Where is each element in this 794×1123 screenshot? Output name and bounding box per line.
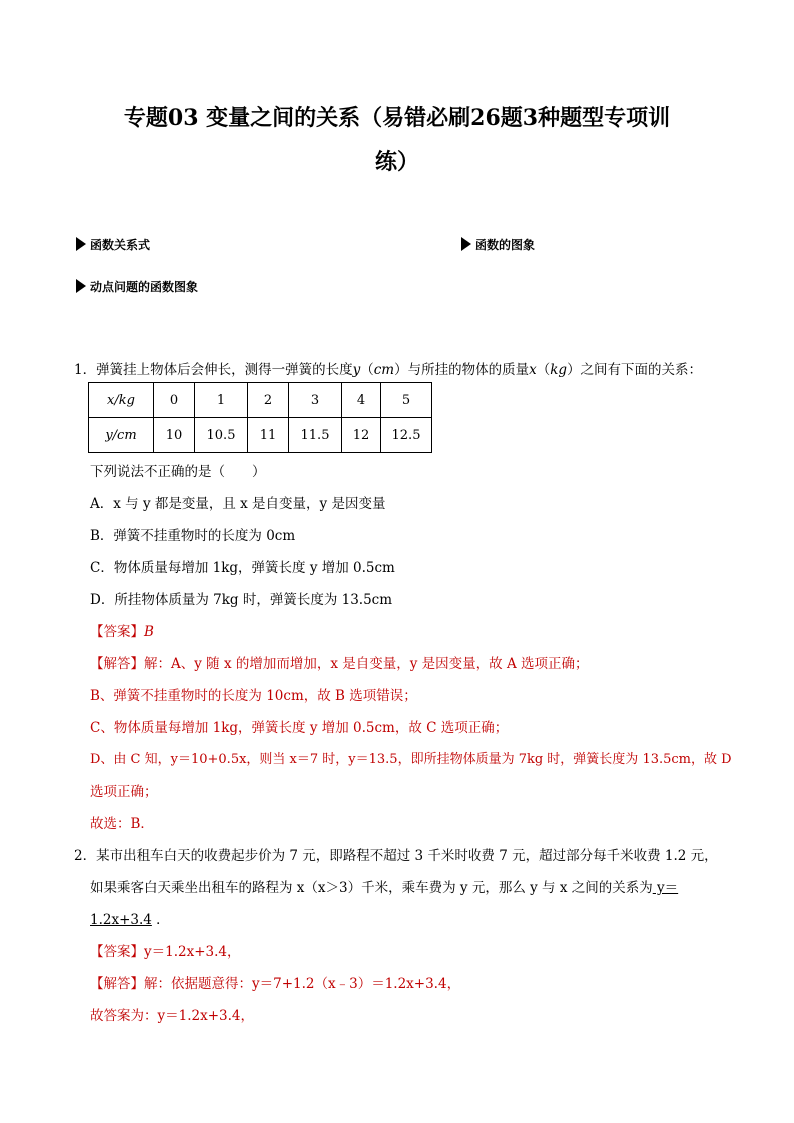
table-cell: x/kg	[89, 383, 154, 418]
q1-option-b: B．弹簧不挂重物时的长度为 0cm	[90, 528, 296, 544]
answer-tag: 【答案】	[90, 944, 144, 960]
table-row	[89, 418, 432, 453]
category-function-graph	[461, 236, 535, 253]
q1-choose: 故选：B．	[90, 816, 154, 832]
table-cell: y/cm	[89, 418, 154, 453]
explain-tag: 【解答】	[90, 656, 144, 672]
q1-prompt: 下列说法不正确的是（ ）	[90, 464, 266, 480]
table-cell: 11	[248, 418, 289, 453]
table-cell: 10	[154, 418, 195, 453]
q1-explain-4: D、由 C 知，y＝10+0.5x，则当 x＝7 时，y＝13.5，即所挂物体质量为 7kg 时，弹簧长度为 13.5cm，故 D	[90, 752, 732, 767]
q1-explain-3: C、物体质量每增加 1kg，弹簧长度 y 增加 0.5cm，故 C 选项正确；	[90, 720, 509, 736]
title-line-2: 练）	[374, 149, 419, 175]
table-cell: 5	[381, 383, 432, 418]
table-cell: 0	[154, 383, 195, 418]
q2-explain: 【解答】解：依据题意得：y＝7+1.2（x﹣3）＝1.2x+3.4，	[90, 976, 461, 992]
q1-option-d: D．所挂物体质量为 7kg 时，弹簧长度为 13.5cm	[90, 592, 393, 608]
category-function-expression	[76, 236, 150, 253]
category-label: 函数的图象	[475, 238, 536, 252]
table-cell: 10.5	[195, 418, 248, 453]
answer-tag: 【答案】	[90, 624, 144, 640]
arrow-icon	[76, 279, 86, 293]
table-cell: 4	[342, 383, 381, 418]
q1-explain-5: 选项正确；	[90, 784, 158, 800]
q2-line-2: 如果乘客白天乘坐出租车的路程为 x（x＞3）千米，乘车费为 y 元，那么 y 与 x 之间的关系为 y＝	[90, 880, 679, 896]
table-cell: 12	[342, 418, 381, 453]
table-row	[89, 383, 432, 418]
q1-explain-1: 【解答】解：A、y 随 x 的增加而增加，x 是自变量，y 是因变量，故 A 选项正确；	[90, 656, 589, 672]
table-cell: 12.5	[381, 418, 432, 453]
category-label: 动点问题的函数图象	[90, 280, 199, 294]
table-cell: 1	[195, 383, 248, 418]
answer-value: y＝1.2x+3.4，	[144, 944, 241, 960]
q2-answer	[90, 940, 241, 960]
q1-answer	[90, 620, 154, 640]
answer-blank: y＝	[652, 880, 679, 896]
q1-explain-2: B、弹簧不挂重物时的长度为 10cm，故 B 选项错误；	[90, 688, 417, 704]
page-title	[60, 96, 734, 184]
q1-option-c: C．物体质量每增加 1kg，弹簧长度 y 增加 0.5cm	[90, 560, 395, 576]
answer-value: B	[144, 624, 154, 640]
q1-stem: 1．弹簧挂上物体后会伸长，测得一弹簧的长度y（cm）与所挂的物体的质量x（kg）之间有下面的关系：	[74, 362, 703, 378]
explain-tag: 【解答】	[90, 976, 144, 992]
q2-line-1: 2．某市出租车白天的收费起步价为 7 元，即路程不超过 3 千米时收费 7 元，超过部分每千米收费 1.2 元，	[74, 848, 718, 864]
category-label: 函数关系式	[90, 238, 151, 252]
arrow-icon	[76, 237, 86, 251]
title-line-1: 专题03 变量之间的关系（易错必刷26题3种题型专项训	[123, 105, 671, 131]
table-cell: 11.5	[289, 418, 342, 453]
q2-line-3: 1.2x+3.4 ．	[90, 912, 170, 928]
q1-option-a: A．x 与 y 都是变量，且 x 是自变量，y 是因变量	[90, 496, 386, 512]
q2-final: 故答案为：y＝1.2x+3.4，	[90, 1008, 254, 1024]
category-moving-point	[76, 278, 198, 295]
arrow-icon	[461, 237, 471, 251]
data-table	[88, 382, 432, 453]
table-cell: 2	[248, 383, 289, 418]
answer-blank: 1.2x+3.4	[90, 912, 152, 928]
table-cell: 3	[289, 383, 342, 418]
